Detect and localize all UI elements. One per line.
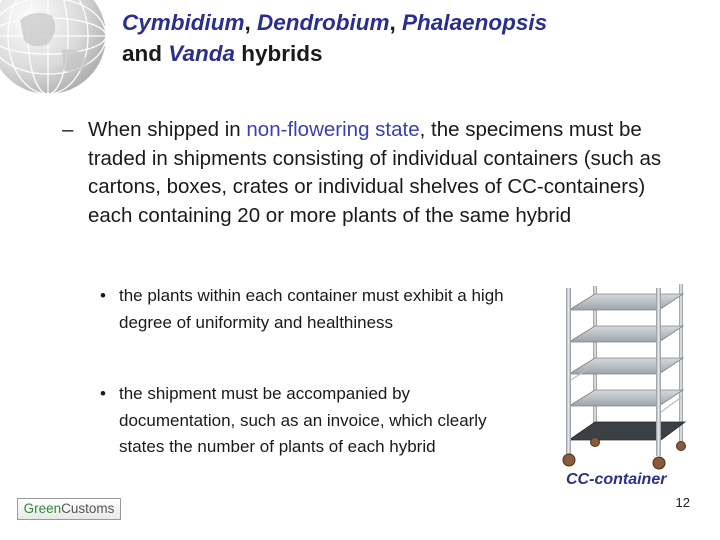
title-line-2 <box>122 38 702 69</box>
title-separator-1: , <box>244 10 258 35</box>
sub-point-text: the plants within each container must exhibit a high degree of uniformity and healthiness <box>119 286 504 332</box>
title-genus-cymbidium: Cymbidium <box>122 10 245 35</box>
dash-marker: – <box>62 118 74 141</box>
sub-point-text: the shipment must be accompanied by documentation, such as an invoice, which clearly states the number of plants of each hybrid <box>119 384 487 456</box>
main-point-suffix: , the specimens must be traded in shipments consisting of individual containers (such as cartons, boxes, crates or individual shelves of CC-containers) each containing 20 or more plants of the same hybrid <box>88 118 662 227</box>
cc-container-image <box>553 280 693 472</box>
title-line2-suffix: hybrids <box>234 41 323 66</box>
bullet-marker: • <box>100 286 106 305</box>
title-line-1 <box>122 7 702 38</box>
bullet-marker: • <box>100 384 106 403</box>
logo-part-green: Green <box>23 501 62 516</box>
main-point-highlight: non-flowering state <box>246 118 420 141</box>
greencustoms-logo <box>17 498 121 520</box>
main-point-text <box>88 116 688 230</box>
page-number: 12 <box>675 495 690 510</box>
title-genus-dendrobium: Dendrobium <box>257 10 390 35</box>
title-separator-2: , <box>389 10 403 35</box>
title-genus-vanda: Vanda <box>168 41 235 66</box>
slide-title <box>122 7 702 69</box>
figure-caption: CC-container <box>566 471 667 488</box>
title-genus-phalaenopsis: Phalaenopsis <box>402 10 548 35</box>
logo-part-customs: Customs <box>61 501 115 516</box>
title-line2-prefix: and <box>122 41 169 66</box>
main-point-prefix: When shipped in <box>88 118 247 141</box>
globe-icon <box>0 0 110 100</box>
